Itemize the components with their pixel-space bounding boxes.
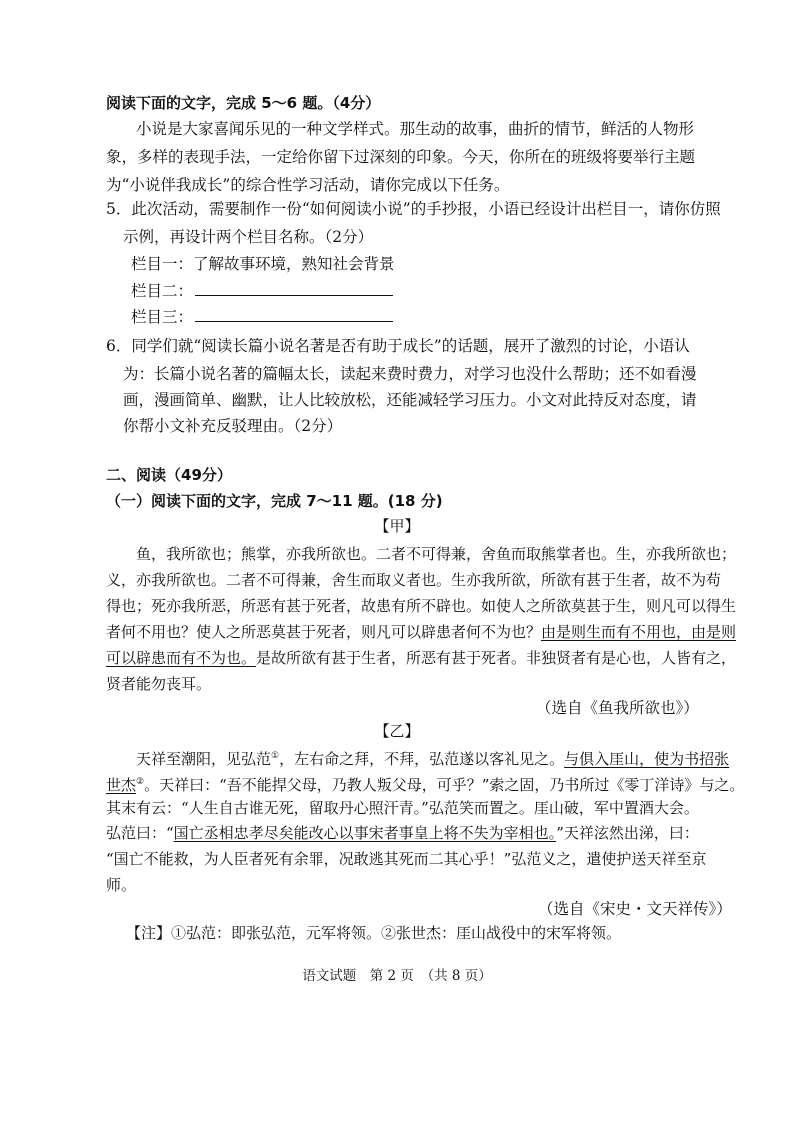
- yi-line-4-start: 弘范曰：“: [106, 824, 174, 842]
- column-3-label: 栏目三：: [131, 308, 194, 326]
- intro-line-2: 象，多样的表现手法，一定给你留下过深刻的印象。今天，你所在的班级将要举行主题: [106, 148, 696, 166]
- yi-underlined-sentence-2: 国亡丞相忠孝尽矣能改心以事宋者事皇上将不失为宰相也。: [173, 824, 557, 842]
- column-1-example: 栏目一：了解故事环境，熟知社会背景: [131, 255, 395, 273]
- passage-jia-line-4: [106, 621, 736, 643]
- question-6-line-3: 画，漫画简单、幽默，让人比较放松，还能减轻学习压力。小文对此持反对态度，请: [123, 391, 697, 409]
- passage-yi-source: （选自《宋史・文天祥传》）: [538, 900, 732, 918]
- footnote-marker-1: ①: [271, 751, 280, 761]
- passage-jia-label: 【甲】: [374, 517, 420, 535]
- annotation-notes: 【注】①弘范：即张弘范，元军将领。②张世杰：厓山战役中的宋军将领。: [126, 924, 622, 942]
- question-6-line-2: 为：长篇小说名著的篇幅太长，读起来费时费力，对学习也没什么帮助；还不如看漫: [123, 365, 697, 383]
- section-2-subheading: （一）阅读下面的文字，完成 7～11 题。(18 分): [106, 492, 443, 510]
- column-2-row: [131, 280, 393, 302]
- passage-jia-line-6: 贤者能勿丧耳。: [106, 675, 212, 693]
- yi-line-4-end: ”天祥泫然出涕，曰：: [556, 824, 699, 842]
- intro-line-1: 小说是大家喜闻乐见的一种文学样式。那生动的故事，曲折的情节，鲜活的人物形: [136, 120, 695, 138]
- question-6-line-4: 你帮小文补充反驳理由。（2分）: [123, 417, 343, 435]
- jia-line-5-plain: 是故所欲有甚于生者，所恶有甚于死者。非独贤者有是心也，人皆有之，: [256, 649, 737, 667]
- question-6-line-1: 6．同学们就“阅读长篇小说名著是否有助于成长”的话题，展开了激烈的讨论，小语认: [106, 337, 690, 355]
- passage-yi-line-3: 其末有云：“人生自古谁无死，留取丹心照汗青。”弘范笑而置之。厓山破，军中置酒大会。: [106, 799, 699, 817]
- passage-yi-line-1: [136, 745, 729, 770]
- passage-jia-source: （选自《鱼我所欲也》）: [536, 699, 699, 717]
- footnote-marker-2: ②: [136, 777, 145, 787]
- question-5-line-2: 示例，再设计两个栏目名称。（2分）: [123, 228, 374, 246]
- passage-jia-line-5: [106, 647, 736, 669]
- intro-line-3: 为“小说伴我成长”的综合性学习活动，请你完成以下任务。: [106, 176, 510, 194]
- page-footer: 语文试题 第 2 页 （共 8 页）: [302, 968, 492, 984]
- jia-underlined-sentence-end: 可以辟患而有不为也。: [106, 649, 257, 667]
- passage-yi-line-4: [106, 822, 699, 844]
- passage-yi-line-2: [106, 771, 744, 796]
- passage-jia-line-3: 得也；死亦我所恶，所恶有甚于死者，故患有所不辟也。如使人之所欲莫甚于生，则凡可以得生: [106, 597, 737, 615]
- jia-line-4-plain: 者何不用也？使人之所恶莫甚于死者，则凡可以辟患者何不为也？: [106, 623, 542, 641]
- column-2-answer-blank[interactable]: [195, 280, 393, 296]
- column-2-label: 栏目二：: [131, 282, 194, 300]
- passage-jia-line-1: 鱼，我所欲也；熊掌，亦我所欲也。二者不可得兼，舍鱼而取熊掌者也。生，亦我所欲也；: [136, 545, 737, 563]
- section-2-heading: 二、阅读（49分）: [106, 466, 232, 484]
- passage-jia-line-2: 义，亦我所欲也。二者不可得兼，舍生而取义者也。生亦我所欲，所欲有甚于生者，故不为苟: [106, 571, 722, 589]
- column-3-row: [131, 306, 393, 328]
- yi-line-1-start: 天祥至潮阳，见弘范: [136, 750, 272, 768]
- reading-heading: 阅读下面的文字，完成 5～6 题。（4分）: [106, 94, 381, 112]
- passage-yi-label: 【乙】: [374, 722, 420, 740]
- passage-yi-line-6: 师。: [106, 876, 137, 894]
- yi-line-1-middle: ，左右命之拜，不拜，弘范遂以客礼见之。: [279, 750, 565, 768]
- passage-yi-line-5: “国亡不能救，为人臣者死有余罪，况敢逃其死而二其心乎！”弘范义之，遣使护送天祥至京: [106, 850, 707, 868]
- question-5-line-1: 5．此次活动，需要制作一份“如何阅读小说”的手抄报，小语已经设计出栏目一，请你仿照: [106, 200, 721, 218]
- yi-underlined-sentence-1-end: 世杰: [106, 776, 137, 794]
- yi-underlined-sentence-1-start: 与俱入厓山，使为书招张: [564, 750, 730, 768]
- jia-underlined-sentence-start: 由是则生而有不用也，由是则: [541, 623, 737, 641]
- yi-line-2-rest: 。天祥曰：“吾不能捍父母，乃教人叛父母，可乎？”索之固，乃书所过《零丁洋诗》与之。: [144, 776, 745, 794]
- column-3-answer-blank[interactable]: [195, 306, 393, 322]
